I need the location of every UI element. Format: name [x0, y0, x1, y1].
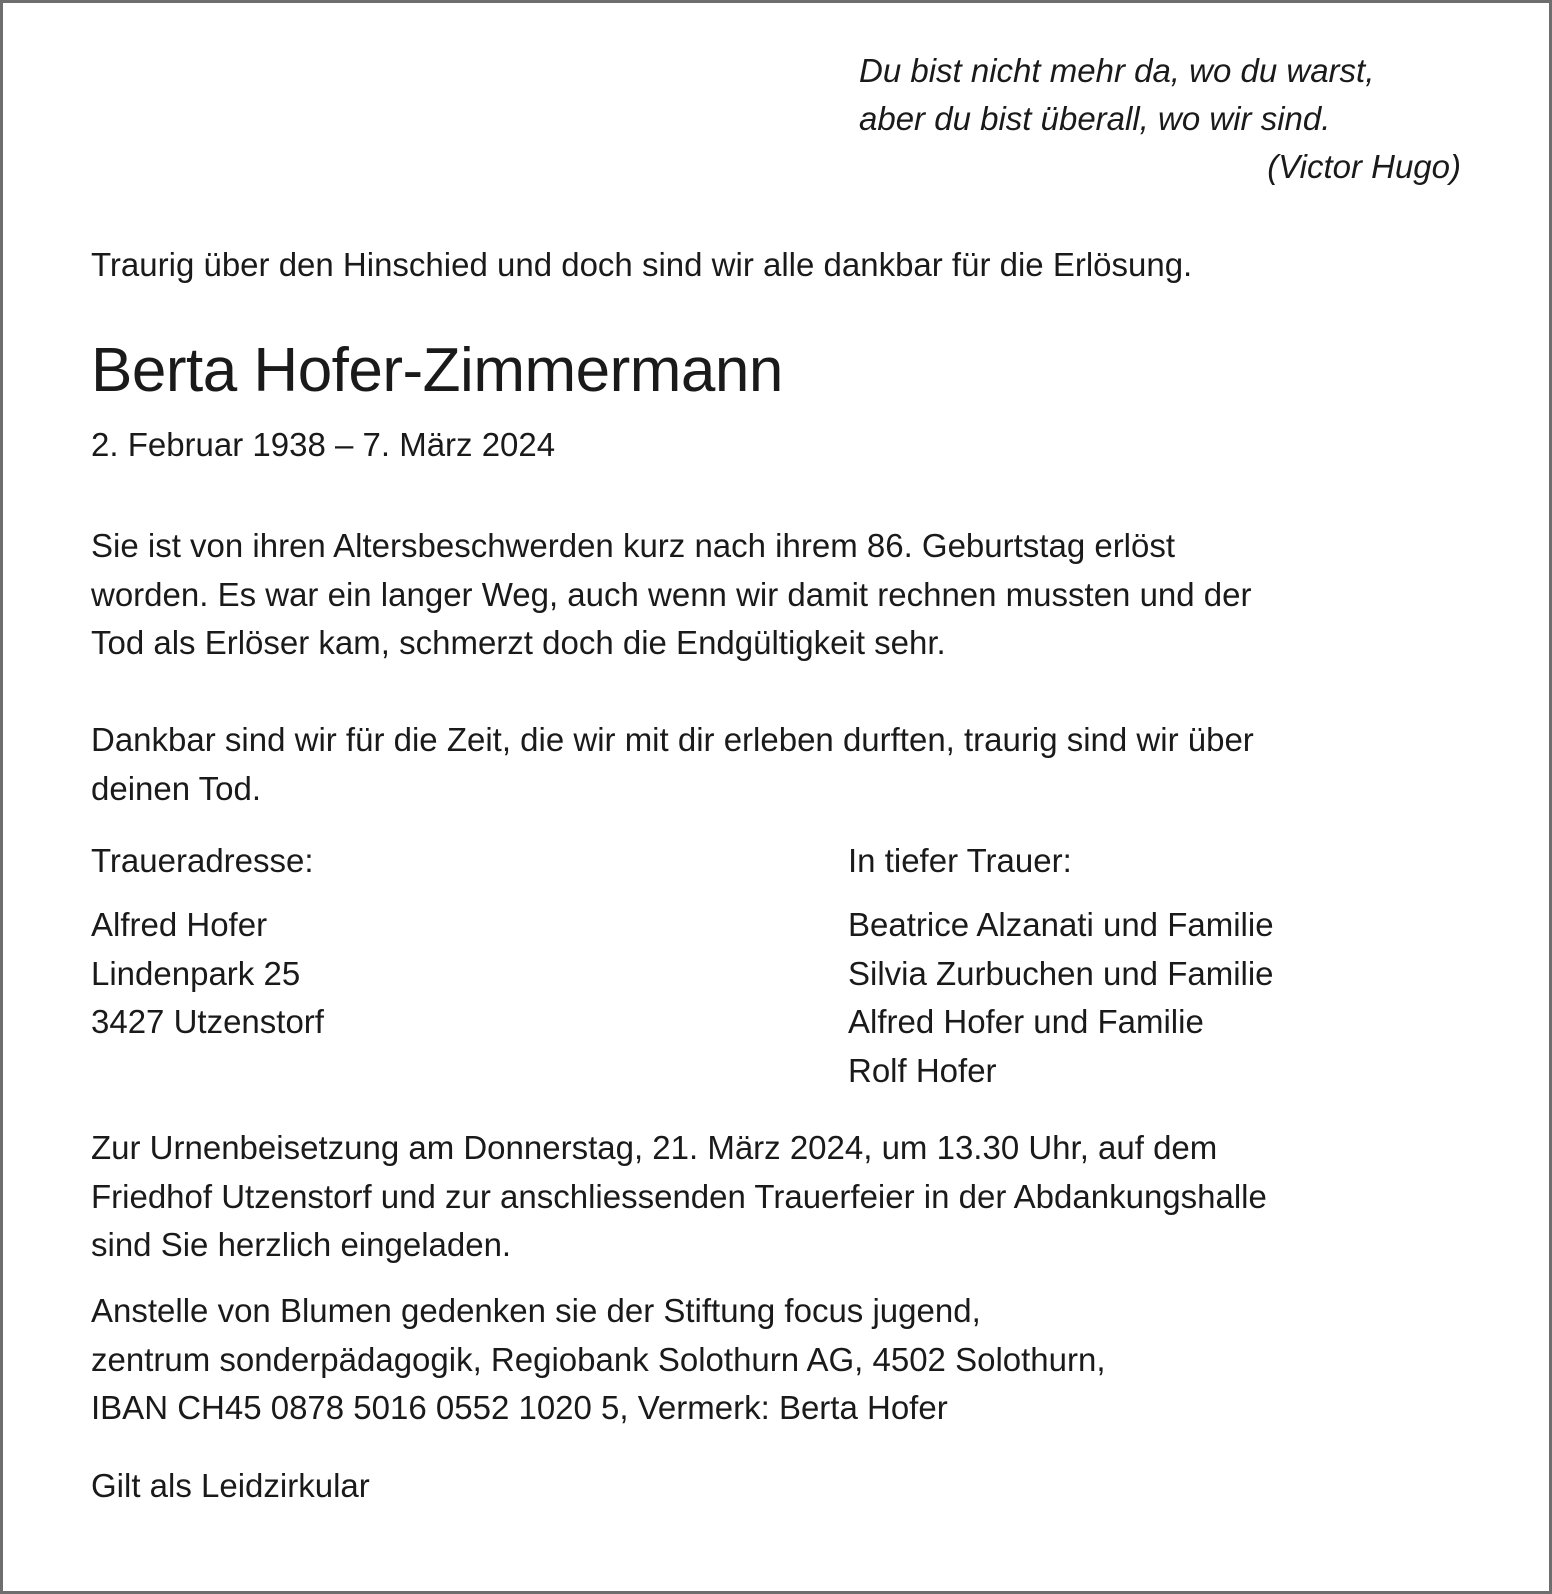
mourner-line: Alfred Hofer und Familie [848, 1003, 1204, 1040]
circular-note: Gilt als Leidzirkular [91, 1467, 370, 1504]
text-line: Sie ist von ihren Altersbeschwerden kurz nach ihrem 86. Geburtstag erlöst [91, 527, 1176, 564]
life-dates: 2. Februar 1938 – 7. März 2024 [91, 426, 556, 463]
mourners-label: In tiefer Trauer: [848, 842, 1072, 879]
paragraph-passing [91, 522, 1491, 668]
mourning-address [91, 901, 324, 1047]
text-line: zentrum sonderpädagogik, Regiobank Solothurn AG, 4502 Solothurn, [91, 1340, 1106, 1378]
text-line: Zur Urnenbeisetzung am Donnerstag, 21. März 2024, um 13.30 Uhr, auf dem [91, 1129, 1218, 1166]
text-line: sind Sie herzlich eingeladen. [91, 1226, 512, 1263]
mourner-line: Rolf Hofer [848, 1051, 997, 1089]
quote-line: Du bist nicht mehr da, wo du warst, [859, 52, 1375, 89]
text-line: IBAN CH45 0878 5016 0552 1020 5, Vermerk: Berta Hofer [91, 1389, 948, 1426]
text-line: deinen Tod. [91, 769, 262, 807]
text-line: Tod als Erlöser kam, schmerzt doch die Endgültigkeit sehr. [91, 624, 946, 661]
deceased-name: Berta Hofer-Zimmermann [91, 336, 783, 405]
ceremony-info [91, 1124, 1267, 1270]
mourner-line: Beatrice Alzanati und Familie [848, 906, 1274, 943]
paragraph-gratitude [91, 716, 1491, 813]
text-line: Dankbar sind wir für die Zeit, die wir mit dir erleben durften, traurig sind wir über [91, 721, 1254, 758]
address-line: Lindenpark 25 [91, 954, 301, 992]
text-line: worden. Es war ein langer Weg, auch wenn wir damit rechnen mussten und der [91, 575, 1252, 613]
quote-block [783, 47, 1463, 191]
donation-info [91, 1287, 1106, 1433]
text-line: Friedhof Utzenstorf und zur anschliessenden Trauerfeier in der Abdankungshalle [91, 1177, 1267, 1215]
quote-author: (Victor Hugo) [1267, 148, 1461, 185]
address-label: Traueradresse: [91, 842, 314, 879]
mourners-list [848, 901, 1274, 1095]
mourner-line: Silvia Zurbuchen und Familie [848, 954, 1274, 992]
address-line: 3427 Utzenstorf [91, 1003, 324, 1040]
quote-line: aber du bist überall, wo wir sind. [859, 100, 1331, 137]
intro-text: Traurig über den Hinschied und doch sind wir alle dankbar für die Erlösung. [91, 246, 1193, 283]
address-line: Alfred Hofer [91, 906, 268, 943]
text-line: Anstelle von Blumen gedenken sie der Stiftung focus jugend, [91, 1292, 981, 1329]
